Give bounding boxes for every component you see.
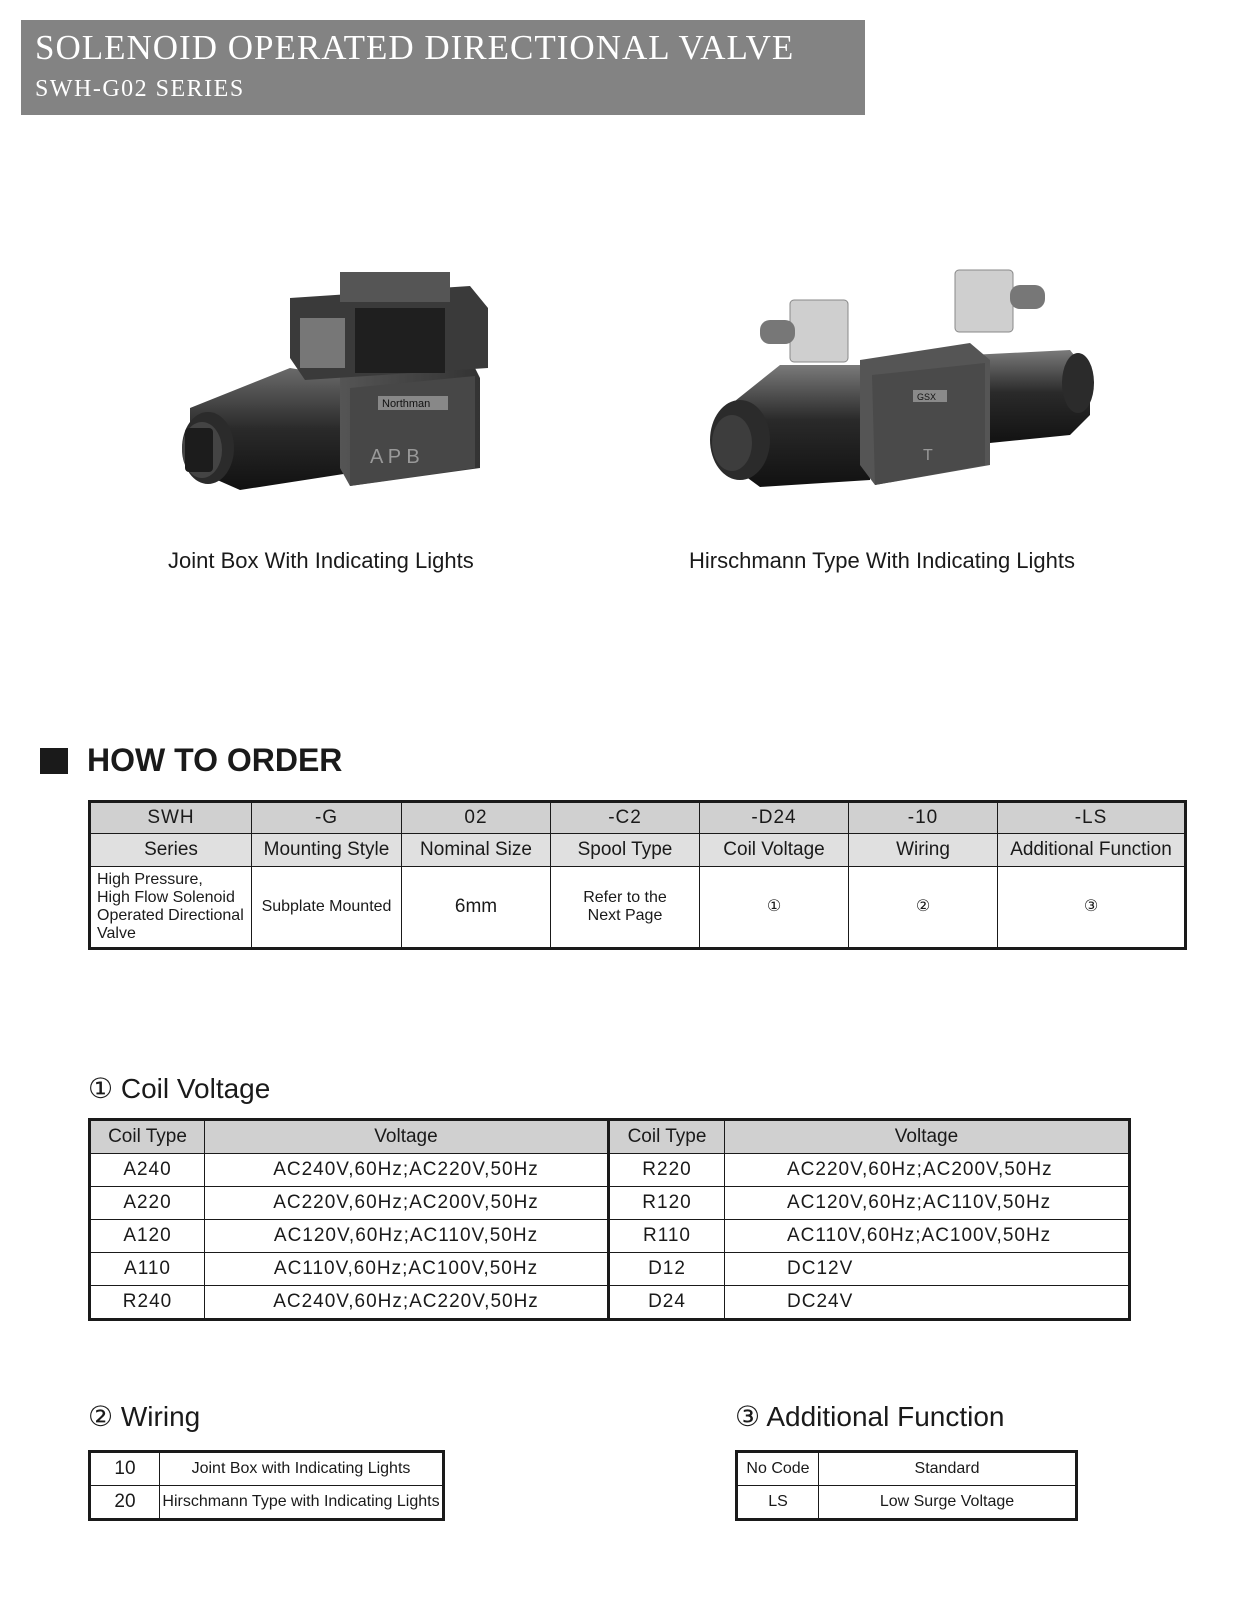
value-additional: ③ <box>998 867 1186 949</box>
coil-type-cell: A120 <box>90 1220 205 1253</box>
coil-type-cell: A110 <box>90 1253 205 1286</box>
wiring-heading: ② Wiring <box>88 1401 201 1432</box>
value-size: 6mm <box>402 867 551 949</box>
label-mounting: Mounting Style <box>252 834 402 867</box>
label-additional: Additional Function <box>998 834 1186 867</box>
wiring-desc-cell: Hirschmann Type with Indicating Lights <box>160 1486 444 1520</box>
series-line: High Flow Solenoid <box>97 889 235 906</box>
voltage-cell: AC220V,60Hz;AC200V,50Hz <box>205 1187 609 1220</box>
series-line: Valve <box>97 925 136 942</box>
value-wiring: ② <box>849 867 998 949</box>
wiring-code-cell: 10 <box>90 1452 160 1486</box>
wiring-code-cell: 20 <box>90 1486 160 1520</box>
coil-type-cell: R110 <box>609 1220 725 1253</box>
port-letters-text: A P B <box>370 446 420 468</box>
code-series: SWH <box>90 802 252 834</box>
table-row <box>737 1452 1077 1486</box>
nameplate-text: Northman <box>382 398 431 410</box>
code-wiring: -10 <box>849 802 998 834</box>
coil-type-cell: A220 <box>90 1187 205 1220</box>
coil-header-type: Coil Type <box>90 1120 205 1154</box>
coil-type-cell: D24 <box>609 1286 725 1320</box>
table-row <box>90 1286 1130 1320</box>
additional-function-table <box>735 1450 1078 1521</box>
code-spool: -C2 <box>551 802 700 834</box>
voltage-cell: DC24V <box>725 1286 1130 1320</box>
coil-header-type: Coil Type <box>609 1120 725 1154</box>
coil-type-cell: R220 <box>609 1154 725 1187</box>
code-additional: -LS <box>998 802 1186 834</box>
function-code-cell: LS <box>737 1486 819 1520</box>
label-spool: Spool Type <box>551 834 700 867</box>
coil-voltage-table <box>88 1118 1131 1321</box>
voltage-cell: AC220V,60Hz;AC200V,50Hz <box>725 1154 1130 1187</box>
port-letters-text: T <box>923 447 933 464</box>
value-coil: ① <box>700 867 849 949</box>
series-line: High Pressure, <box>97 871 203 888</box>
label-series: Series <box>90 834 252 867</box>
code-mounting: -G <box>252 802 402 834</box>
series-line: Operated Directional <box>97 907 244 924</box>
table-row <box>90 1220 1130 1253</box>
how-to-order-title: HOW TO ORDER <box>87 742 343 778</box>
joint-box-valve-photo <box>170 258 510 498</box>
voltage-cell: DC12V <box>725 1253 1130 1286</box>
caption-hirschmann: Hirschmann Type With Indicating Lights <box>689 548 1075 573</box>
table-row <box>90 1187 1130 1220</box>
voltage-cell: AC240V,60Hz;AC220V,50Hz <box>205 1154 609 1187</box>
caption-joint-box: Joint Box With Indicating Lights <box>168 548 474 573</box>
heading-square-bullet <box>40 748 68 774</box>
coil-type-cell: A240 <box>90 1154 205 1187</box>
nameplate-text: GSX <box>917 392 937 402</box>
table-row <box>90 1253 1130 1286</box>
code-coil: -D24 <box>700 802 849 834</box>
table-row <box>90 1154 1130 1187</box>
voltage-cell: AC120V,60Hz;AC110V,50Hz <box>725 1187 1130 1220</box>
coil-type-cell: R240 <box>90 1286 205 1320</box>
wiring-table <box>88 1450 445 1521</box>
spool-line: Refer to the <box>583 889 667 906</box>
value-spool <box>551 867 700 949</box>
page-title: SOLENOID OPERATED DIRECTIONAL VALVE <box>35 28 795 67</box>
voltage-cell: AC120V,60Hz;AC110V,50Hz <box>205 1220 609 1253</box>
function-code-cell: No Code <box>737 1452 819 1486</box>
table-row <box>90 1486 444 1520</box>
coil-voltage-heading: ① Coil Voltage <box>88 1073 271 1104</box>
value-series <box>90 867 252 949</box>
table-row <box>737 1486 1077 1520</box>
voltage-cell: AC110V,60Hz;AC100V,50Hz <box>725 1220 1130 1253</box>
additional-function-heading: ③ Additional Function <box>735 1401 1005 1432</box>
function-desc-cell: Low Surge Voltage <box>819 1486 1077 1520</box>
coil-type-cell: R120 <box>609 1187 725 1220</box>
voltage-cell: AC240V,60Hz;AC220V,50Hz <box>205 1286 609 1320</box>
function-desc-cell: Standard <box>819 1452 1077 1486</box>
label-coil: Coil Voltage <box>700 834 849 867</box>
spool-line: Next Page <box>587 907 663 924</box>
code-size: 02 <box>402 802 551 834</box>
label-wiring: Wiring <box>849 834 998 867</box>
table-row <box>90 1452 444 1486</box>
voltage-cell: AC110V,60Hz;AC100V,50Hz <box>205 1253 609 1286</box>
wiring-desc-cell: Joint Box with Indicating Lights <box>160 1452 444 1486</box>
coil-header-voltage: Voltage <box>205 1120 609 1154</box>
title-banner <box>21 20 865 115</box>
hirschmann-valve-photo <box>700 265 1100 495</box>
coil-header-voltage: Voltage <box>725 1120 1130 1154</box>
coil-type-cell: D12 <box>609 1253 725 1286</box>
page-subtitle: SWH-G02 SERIES <box>35 76 245 102</box>
label-size: Nominal Size <box>402 834 551 867</box>
order-code-table <box>88 800 1187 950</box>
value-mounting: Subplate Mounted <box>252 867 402 949</box>
